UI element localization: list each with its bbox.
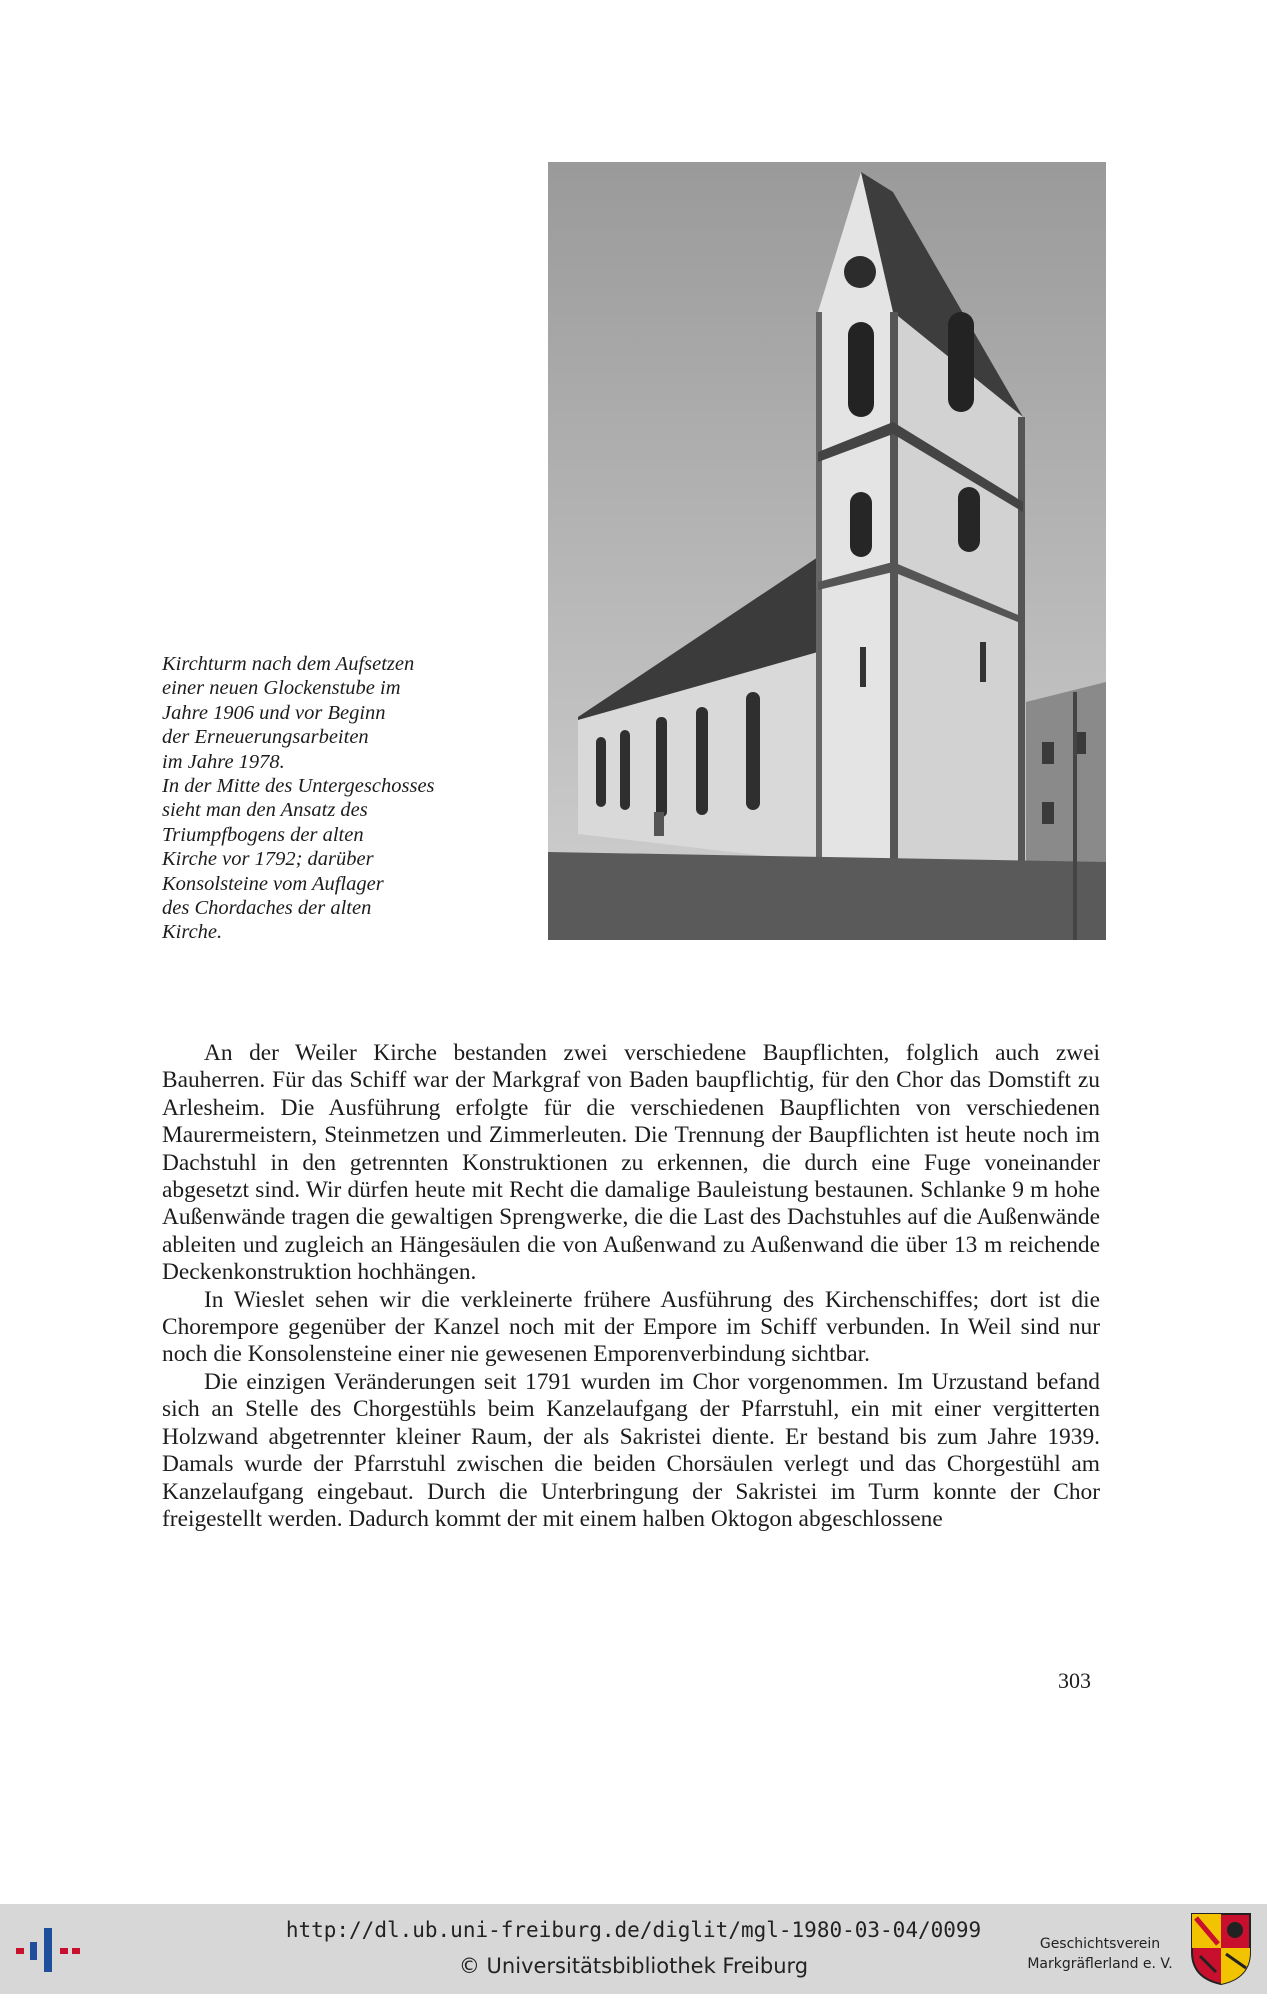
document-url-link[interactable]: http://dl.ub.uni-freiburg.de/diglit/mgl-1980-03-04/0099 [285, 1918, 982, 1942]
body-text [162, 1040, 1100, 1533]
caption-line: einer neuen Glockenstube im [162, 677, 401, 700]
caption-line: im Jahre 1978. [162, 750, 285, 773]
church-photo [548, 162, 1106, 940]
paragraph: Die einzigen Veränderungen seit 1791 wurden im Chor vorgenommen. Im Urzustand befand sich an Stelle des Chorgestühls beim Kanzelaufgang der Pfarrstuhl, ein mit einer vergitterten Holzwand abgetrennter kleiner Raum, der als Sakristei diente. Er bestand bis zum Jahre 1939. Damals wurde der Pfarrstuhl zwischen die beiden Chorsäulen verlegt und das Chorgestühl am Kanzelaufgang eingebaut. Durch die Unterbringung der Sakristei im Turm konnte der Chor freigestellt werden. Dadurch kommt der mit einem halben Oktogon abgeschlossene [162, 1368, 1100, 1532]
page-number: 303 [1058, 1668, 1091, 1693]
caption-line: sieht man den Ansatz des [162, 799, 368, 822]
paragraph: An der Weiler Kirche bestanden zwei verschiedene Baupflichten, folglich auch zwei Bauherren. Für das Schiff war der Markgraf von Baden baupflichtig, für den Chor das Domstift zu Arlesheim. Die Ausführung erfolgte für die verschiedenen Baupflichten von verschiedenen Maurermeistern, Steinmetzen und Zimmerleuten. Die Trennung der Baupflichten ist heute noch im Dachstuhl in den getrennten Konstruktionen zu erkennen, die durch eine Fuge voneinander abgesetzt sind. Wir dürfen heute mit Recht die damalige Bauleistung bestaunen. Schlanke 9 m hohe Außenwände tragen die gewaltigen Sprengwerke, die die Last des Dachstuhles auf die Außenwände ableiten und zugleich an Hängesäulen die von Außenwand zu Außenwand die über 13 m reichende Deckenkonstruktion hochhängen. [162, 1040, 1100, 1286]
society-name-line: Markgräflerland e. V. [1027, 1956, 1173, 1972]
society-name [1020, 1934, 1180, 1974]
paragraph: In Wieslet sehen wir die verkleinerte frühere Ausführung des Kirchenschiffes; dort ist die Chorempore gegenüber der Kanzel noch mit der Empore im Schiff verbunden. In Weil sind nur noch die Konsolensteine einer nie gewesenen Emporenverbindung sichtbar. [162, 1286, 1100, 1368]
caption-line: Triumpfbogens der alten [162, 823, 364, 846]
caption-line: des Chordaches der alten [162, 897, 372, 920]
caption-line: der Erneuerungsarbeiten [162, 726, 369, 749]
copyright-notice: © Universitätsbibliothek Freiburg [458, 1954, 809, 1978]
caption-line: In der Mitte des Untergeschosses [162, 775, 435, 798]
coat-of-arms-icon [1190, 1912, 1252, 1986]
caption-line: Jahre 1906 und vor Beginn [162, 701, 386, 724]
photo-caption [162, 652, 502, 945]
society-name-line: Geschichtsverein [1039, 1936, 1161, 1952]
footer-bar [0, 1904, 1267, 1994]
caption-line: Konsolsteine vom Auflager [162, 872, 384, 895]
caption-line: Kirchturm nach dem Aufsetzen [162, 653, 415, 675]
caption-line: Kirche. [162, 921, 223, 944]
caption-line: Kirche vor 1792; darüber [162, 848, 374, 871]
